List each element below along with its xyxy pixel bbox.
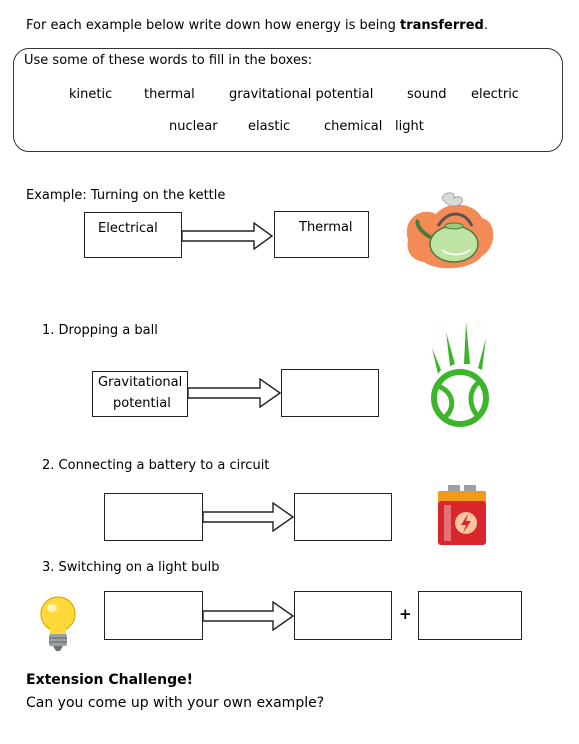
q2-from-box — [104, 493, 203, 541]
instruction-suffix: . — [483, 18, 488, 33]
q1-to-box — [281, 369, 379, 417]
example-from-box — [84, 212, 182, 258]
example-to-box — [274, 211, 369, 258]
word-bank-box — [13, 48, 563, 152]
q1-from-line1: Gravitational — [98, 375, 183, 390]
word-gravitational-potential: gravitational potential — [229, 87, 374, 102]
word-chemical: chemical — [324, 119, 383, 134]
word-electric: electric — [471, 87, 519, 102]
instruction-text — [26, 18, 488, 33]
q3-to-box — [294, 591, 392, 640]
example-arrow-icon — [182, 222, 274, 250]
falling-ball-icon — [424, 318, 496, 430]
instruction-prefix: For each example below write down how energy is being — [26, 18, 401, 33]
battery-icon — [434, 483, 490, 549]
extension-question: Can you come up with your own example? — [26, 695, 325, 711]
example-to-label: Thermal — [299, 220, 353, 235]
extension-title: Extension Challenge! — [26, 672, 193, 688]
word-nuclear: nuclear — [169, 119, 218, 134]
word-sound: sound — [407, 87, 447, 102]
word-elastic: elastic — [248, 119, 291, 134]
q3-arrow-icon — [203, 601, 295, 631]
q3-caption: 3. Switching on a light bulb — [42, 560, 220, 575]
word-thermal: thermal — [144, 87, 195, 102]
instruction-emphasis: transferred — [400, 18, 484, 33]
q1-arrow-icon — [188, 378, 282, 408]
q1-from-box — [92, 371, 188, 417]
q2-arrow-icon — [203, 502, 295, 532]
example-caption: Example: Turning on the kettle — [26, 188, 226, 203]
q1-caption: 1. Dropping a ball — [42, 323, 158, 338]
q3-plus-sign: + — [399, 605, 412, 623]
word-light: light — [395, 119, 424, 134]
q1-from-line2: potential — [113, 396, 171, 411]
q3-extra-box — [418, 591, 522, 640]
kettle-icon — [402, 186, 498, 272]
word-kinetic: kinetic — [69, 87, 113, 102]
q2-caption: 2. Connecting a battery to a circuit — [42, 458, 270, 473]
light-bulb-icon — [38, 596, 78, 654]
q2-to-box — [294, 493, 392, 541]
example-from-label: Electrical — [98, 221, 158, 236]
word-bank-heading: Use some of these words to fill in the boxes: — [24, 53, 313, 68]
q3-from-box — [104, 591, 203, 640]
